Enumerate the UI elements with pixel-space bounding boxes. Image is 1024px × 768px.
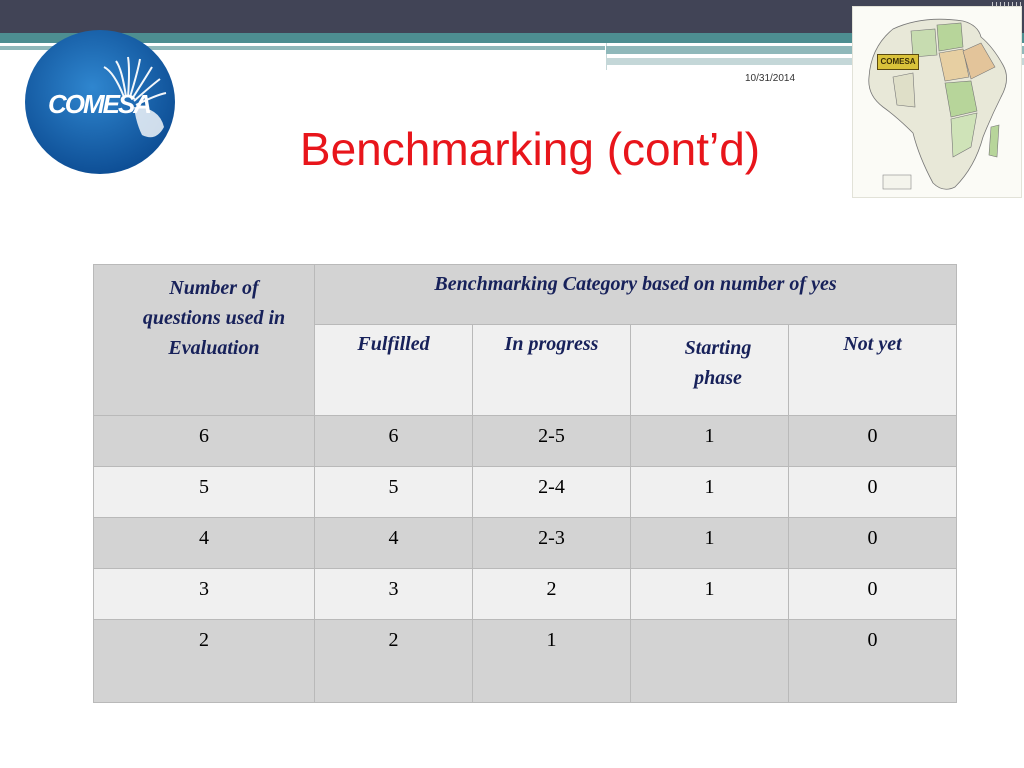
table-header-row (94, 265, 957, 325)
cell-fulfilled: 5 (315, 467, 473, 518)
cell-starting-phase: 1 (631, 467, 789, 518)
slide-date: 10/31/2014 (745, 73, 796, 84)
cell-starting-phase (631, 620, 789, 703)
cell-questions: 6 (94, 416, 315, 467)
cell-in-progress: 2-3 (473, 518, 631, 569)
cell-starting-phase: 1 (631, 416, 789, 467)
slide-title: Benchmarking (cont’d) (299, 123, 761, 175)
cell-not-yet: 0 (789, 416, 957, 467)
header-fulfilled: Fulfilled (315, 325, 473, 416)
benchmark-table (93, 264, 957, 703)
cell-in-progress: 1 (473, 620, 631, 703)
header-benchmark-category: Benchmarking Category based on number of yes (315, 265, 957, 325)
table-row (94, 569, 957, 620)
cell-questions: 5 (94, 467, 315, 518)
table-row (94, 620, 957, 703)
header-starting-phase (631, 325, 789, 416)
cell-questions: 2 (94, 620, 315, 703)
cell-starting-phase: 1 (631, 569, 789, 620)
cell-fulfilled: 4 (315, 518, 473, 569)
cell-starting-phase: 1 (631, 518, 789, 569)
cell-not-yet: 0 (789, 569, 957, 620)
logo-text: COMESA (47, 89, 151, 119)
header-in-progress: In progress (473, 325, 631, 416)
table-row (94, 416, 957, 467)
header-not-yet: Not yet (789, 325, 957, 416)
cell-fulfilled: 6 (315, 416, 473, 467)
header-questions (94, 265, 315, 416)
header-starting-phase-label: Starting phase (684, 337, 752, 389)
cell-fulfilled: 3 (315, 569, 473, 620)
table-row (94, 518, 957, 569)
cell-questions: 4 (94, 518, 315, 569)
table-row (94, 467, 957, 518)
header-questions-label: Number of questions used in Evaluation (142, 277, 286, 359)
cell-not-yet: 0 (789, 467, 957, 518)
cell-in-progress: 2 (473, 569, 631, 620)
cell-questions: 3 (94, 569, 315, 620)
cell-in-progress: 2-4 (473, 467, 631, 518)
cell-not-yet: 0 (789, 620, 957, 703)
cell-fulfilled: 2 (315, 620, 473, 703)
cell-in-progress: 2-5 (473, 416, 631, 467)
map-badge: COMESA (877, 54, 919, 70)
cell-not-yet: 0 (789, 518, 957, 569)
